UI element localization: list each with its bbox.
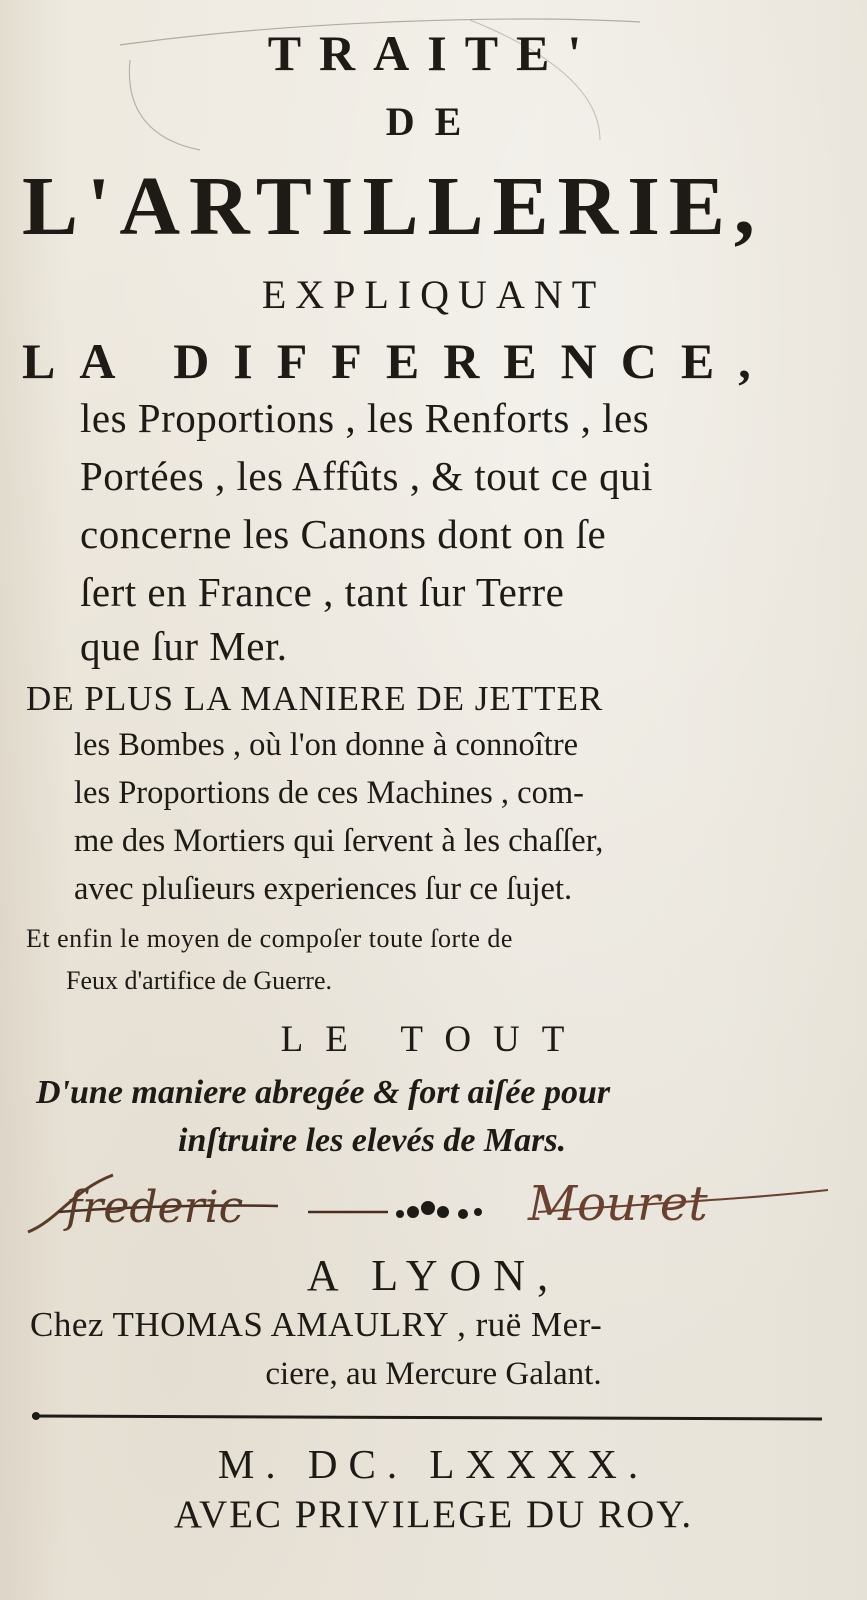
body-line: ſert en France , tant ſur Terre bbox=[80, 569, 565, 615]
signature-first-name: frederic bbox=[66, 1182, 244, 1233]
fireworks-line: Et enfin le moyen de compoſer toute ſorte de bbox=[26, 924, 513, 953]
body-line: concerne les Canons dont on ſe bbox=[80, 511, 607, 557]
handwritten-signature bbox=[18, 1160, 848, 1240]
mortars-line: avec pluſieurs experiences ſur ce ſujet. bbox=[74, 871, 573, 907]
body-line: les Proportions , les Renforts , les bbox=[80, 395, 650, 441]
fireworks-line: Feux d'artifice de Guerre. bbox=[66, 966, 333, 995]
imprint-city: A LYON, bbox=[306, 1251, 561, 1300]
title-expliquant: EXPLIQUANT bbox=[261, 272, 606, 317]
body-line: que ſur Mer. bbox=[80, 623, 288, 669]
mortars-heading: DE PLUS LA MANIERE DE JETTER bbox=[26, 679, 604, 718]
body-line: Portées , les Affûts , & tout ce qui bbox=[80, 453, 653, 499]
title-artillerie: L'ARTILLERIE, bbox=[22, 160, 764, 253]
horizontal-rule bbox=[32, 1412, 822, 1424]
le-tout-heading: LE TOUT bbox=[280, 1019, 587, 1060]
mortars-line: me des Mortiers qui ſervent à les chaſſer, bbox=[74, 823, 604, 859]
publication-date: M. DC. LXXXX. bbox=[217, 1441, 650, 1487]
mortars-line: les Bombes , où l'on donne à connoître bbox=[74, 727, 579, 763]
imprint-printer: Chez THOMAS AMAULRY , ruë Mer- bbox=[30, 1305, 603, 1344]
signature-last-name: Mouret bbox=[528, 1176, 708, 1232]
privilege-line: AVEC PRIVILEGE DU ROY. bbox=[173, 1493, 694, 1536]
title-de: DE bbox=[385, 99, 482, 144]
mortars-line: les Proportions de ces Machines , com- bbox=[74, 775, 584, 811]
title-traite: TRAITE' bbox=[267, 25, 600, 81]
fleuron-ornament bbox=[396, 1201, 482, 1219]
italic-line: D'une maniere abregée & fort aiſée pour bbox=[36, 1074, 611, 1111]
title-la-difference: LA DIFFERENCE, bbox=[22, 333, 775, 389]
italic-line: inſtruire les elevés de Mars. bbox=[178, 1122, 567, 1159]
imprint-address: ciere, au Mercure Galant. bbox=[265, 1356, 602, 1392]
